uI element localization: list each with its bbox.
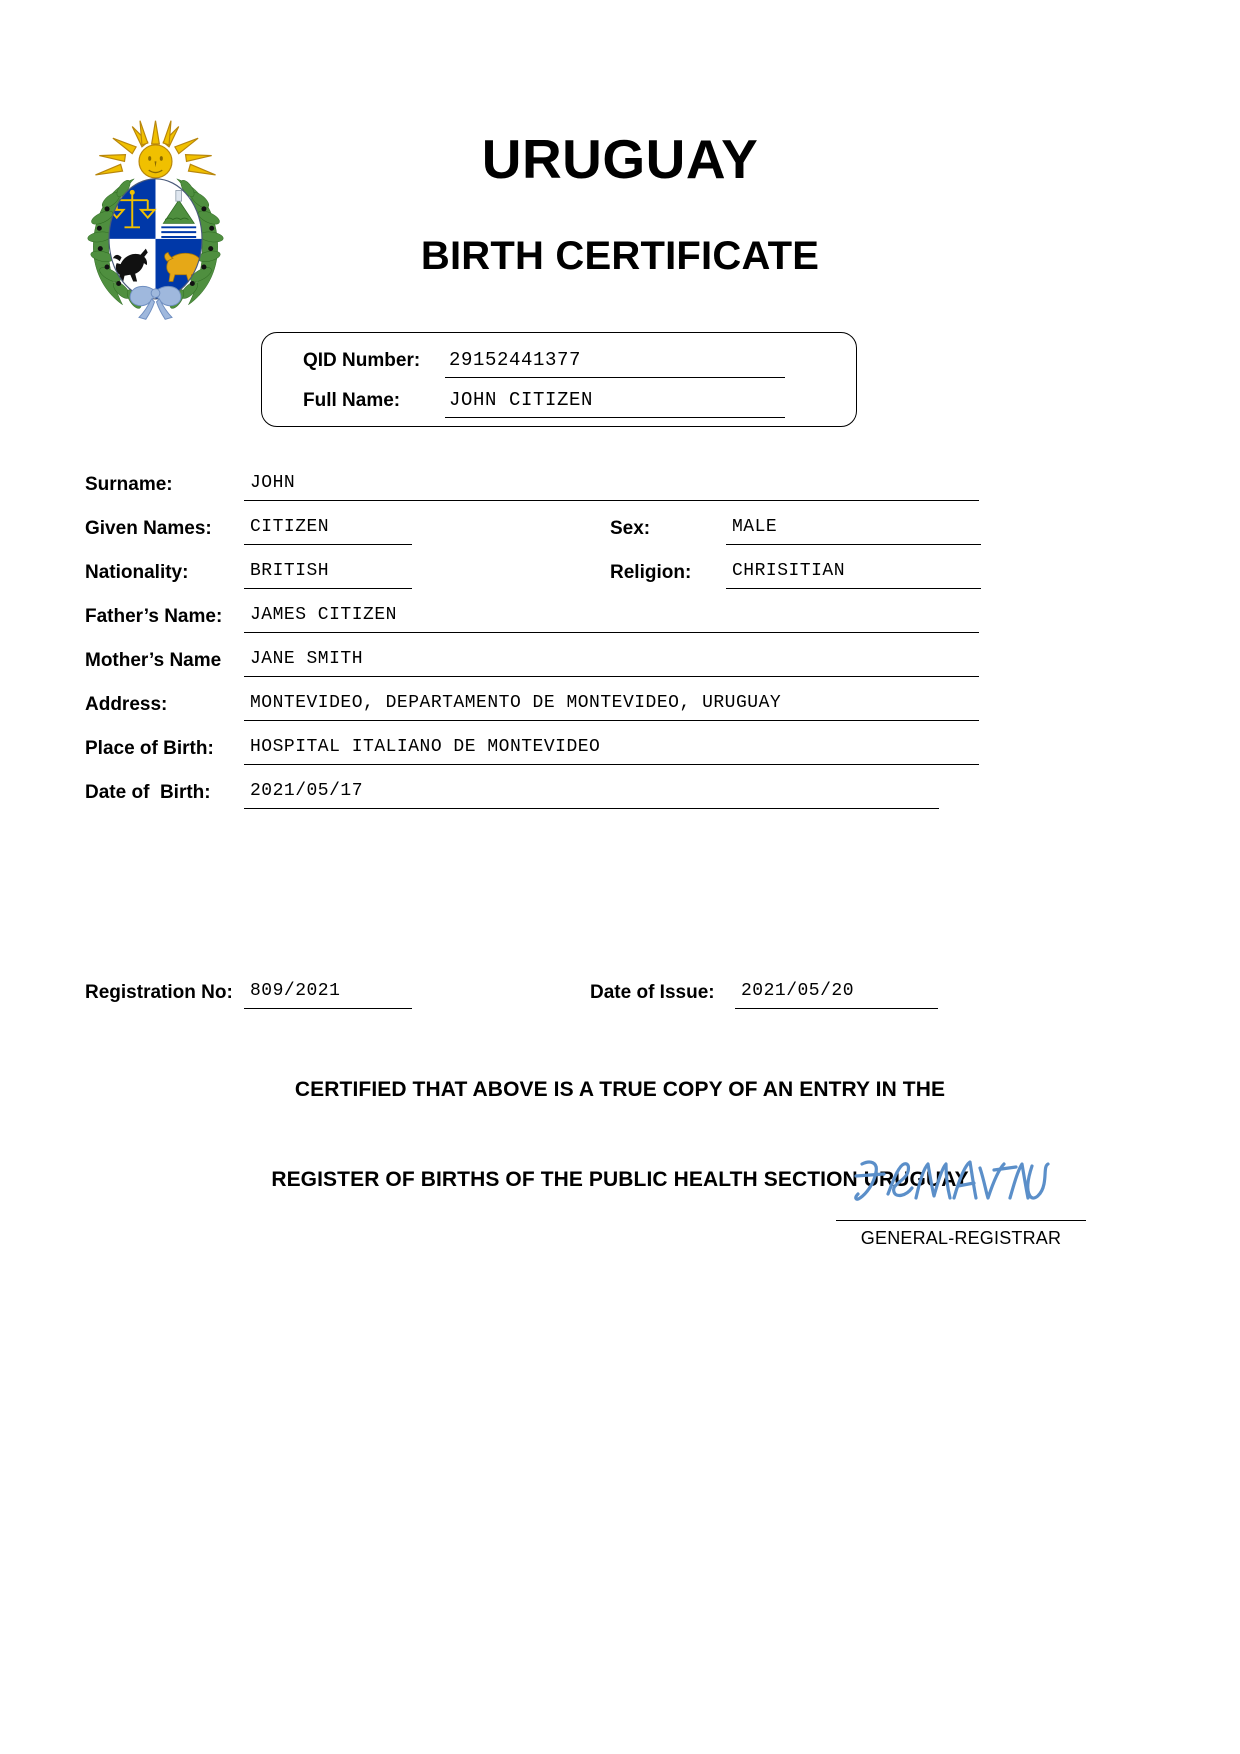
full-name-label: Full Name: (303, 390, 401, 411)
field-row-given-names (0, 514, 1240, 558)
field-row-nationality (0, 558, 1240, 602)
given-names-value: CITIZEN (250, 517, 330, 537)
place-of-birth-value-field (244, 734, 979, 765)
full-name-row (262, 386, 856, 428)
field-row-place-of-birth (0, 734, 1240, 778)
mothers-name-label: Mother’s Name (85, 650, 222, 671)
place-of-birth-label: Place of Birth: (85, 738, 214, 759)
address-value-field (244, 690, 979, 721)
certification-line-1: CERTIFIED THAT ABOVE IS A TRUE COPY OF AN ENTRY IN THE (294, 1078, 946, 1101)
document-title: BIRTH CERTIFICATE (420, 234, 820, 278)
full-name-value-field (445, 386, 785, 418)
mothers-name-value: JANE SMITH (250, 649, 364, 669)
signature-icon (836, 1148, 1086, 1220)
uruguay-coat-of-arms-icon (78, 118, 233, 323)
certification-line-2: REGISTER OF BIRTHS OF THE PUBLIC HEALTH SECTION URUGUAY (271, 1168, 969, 1191)
fathers-name-value-field (244, 602, 979, 633)
surname-value: JOHN (250, 473, 296, 493)
date-of-issue-label: Date of Issue: (590, 982, 715, 1003)
identity-summary-box (261, 332, 857, 427)
qid-value-field (445, 346, 785, 378)
registration-no-value: 809/2021 (250, 981, 341, 1001)
nationality-value-field (244, 558, 412, 589)
date-of-birth-value-field (244, 778, 939, 809)
surname-label: Surname: (85, 474, 173, 495)
given-names-label: Given Names: (85, 518, 212, 539)
given-names-value-field (244, 514, 412, 545)
qid-value: 29152441377 (449, 349, 582, 371)
field-row-fathers-name (0, 602, 1240, 646)
fathers-name-value: JAMES CITIZEN (250, 605, 397, 625)
full-name-value: JOHN CITIZEN (449, 389, 594, 411)
country-title: URUGUAY (481, 128, 759, 190)
sex-value-field (726, 514, 981, 545)
field-row-surname (0, 470, 1240, 514)
qid-row (262, 346, 856, 388)
registration-row (0, 978, 1240, 1022)
date-of-birth-label: Date of Birth: (85, 782, 211, 803)
religion-value: CHRISITIAN (732, 561, 846, 581)
registration-no-value-field (244, 978, 412, 1009)
field-row-address (0, 690, 1240, 734)
nationality-label: Nationality: (85, 562, 189, 583)
date-of-issue-value: 2021/05/20 (741, 981, 855, 1001)
qid-label: QID Number: (303, 350, 421, 371)
date-of-issue-value-field (735, 978, 938, 1009)
field-row-date-of-birth (0, 778, 1240, 822)
place-of-birth-value: HOSPITAL ITALIANO DE MONTEVIDEO (250, 737, 601, 757)
fathers-name-label: Father’s Name: (85, 606, 223, 627)
signature-caption: GENERAL-REGISTRAR (860, 1228, 1062, 1248)
field-row-mothers-name (0, 646, 1240, 690)
details-field-list (0, 470, 1240, 822)
mothers-name-value-field (244, 646, 979, 677)
religion-label: Religion: (610, 562, 692, 583)
address-value: MONTEVIDEO, DEPARTAMENTO DE MONTEVIDEO, URUGUAY (250, 693, 782, 713)
nationality-value: BRITISH (250, 561, 330, 581)
signature-block (836, 1148, 1086, 1249)
registration-no-label: Registration No: (85, 982, 233, 1003)
date-of-birth-value: 2021/05/17 (250, 781, 364, 801)
sex-label: Sex: (610, 518, 651, 539)
religion-value-field (726, 558, 981, 589)
surname-value-field (244, 470, 979, 501)
address-label: Address: (85, 694, 168, 715)
sex-value: MALE (732, 517, 778, 537)
